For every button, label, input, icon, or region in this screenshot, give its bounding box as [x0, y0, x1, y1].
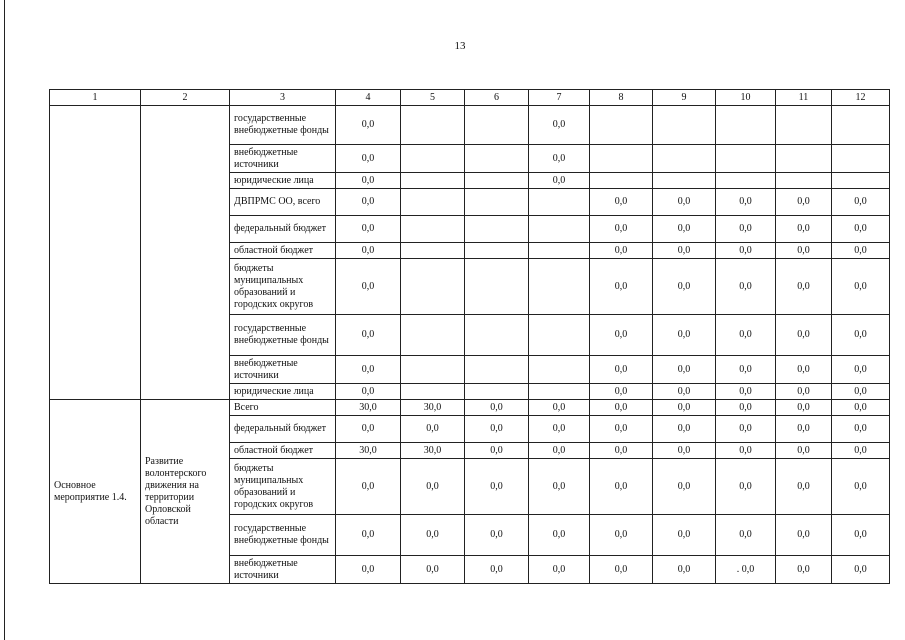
- header-cell: 5: [401, 90, 465, 106]
- value-cell: 0,0: [832, 216, 890, 243]
- value-cell: 0,0: [590, 384, 653, 400]
- value-cell: 0,0: [590, 243, 653, 259]
- value-cell: 0,0: [716, 189, 776, 216]
- value-cell: 30,0: [401, 443, 465, 459]
- header-cell: 7: [529, 90, 590, 106]
- value-cell: 0,0: [653, 459, 716, 515]
- empty-cell: [716, 145, 776, 173]
- value-cell: 0,0: [776, 400, 832, 416]
- value-cell: 0,0: [716, 515, 776, 556]
- value-cell: 30,0: [401, 400, 465, 416]
- value-cell: 0,0: [590, 416, 653, 443]
- source-label: ДВПРМС ОО, всего: [230, 189, 336, 216]
- empty-cell: [590, 106, 653, 145]
- empty-cell: [401, 243, 465, 259]
- value-cell: 0,0: [336, 416, 401, 443]
- value-cell: 0,0: [653, 515, 716, 556]
- value-cell: 0,0: [529, 459, 590, 515]
- value-cell: 0,0: [776, 416, 832, 443]
- source-label: государственные внебюджетные фонды: [230, 515, 336, 556]
- value-cell: 30,0: [336, 400, 401, 416]
- source-label: бюджеты муниципальных образований и городских округов: [230, 259, 336, 315]
- value-cell: 0,0: [529, 515, 590, 556]
- value-cell: 0,0: [336, 315, 401, 356]
- value-cell: 0,0: [590, 443, 653, 459]
- value-cell: 0,0: [336, 189, 401, 216]
- value-cell: 0,0: [832, 515, 890, 556]
- value-cell: 0,0: [401, 416, 465, 443]
- header-cell: 6: [465, 90, 529, 106]
- table-row: [50, 106, 890, 145]
- empty-cell: [529, 259, 590, 315]
- source-label: бюджеты муниципальных образований и городских округов: [230, 459, 336, 515]
- header-cell: 1: [50, 90, 141, 106]
- header-cell: 3: [230, 90, 336, 106]
- empty-cell: [401, 259, 465, 315]
- empty-cell: [529, 216, 590, 243]
- value-cell: 0,0: [465, 400, 529, 416]
- page-edge-line: [4, 0, 5, 640]
- value-cell: 0,0: [832, 356, 890, 384]
- source-label: областной бюджет: [230, 443, 336, 459]
- value-cell: 0,0: [832, 384, 890, 400]
- source-label: государственные внебюджетные фонды: [230, 315, 336, 356]
- value-cell: 0,0: [401, 515, 465, 556]
- value-cell: 0,0: [590, 259, 653, 315]
- empty-name-cell: [141, 106, 230, 400]
- value-cell: 0,0: [832, 243, 890, 259]
- value-cell: 0,0: [832, 416, 890, 443]
- empty-cell: [832, 173, 890, 189]
- value-cell: 0,0: [716, 416, 776, 443]
- empty-cell: [465, 106, 529, 145]
- value-cell: 0,0: [529, 556, 590, 584]
- header-cell: 11: [776, 90, 832, 106]
- value-cell: 0,0: [716, 356, 776, 384]
- value-cell: 0,0: [653, 189, 716, 216]
- header-row: [50, 90, 890, 106]
- empty-cell: [529, 315, 590, 356]
- value-cell: 0,0: [716, 384, 776, 400]
- empty-cell: [401, 189, 465, 216]
- empty-cell: [465, 356, 529, 384]
- empty-cell: [653, 145, 716, 173]
- event-name: Развитие волонтерского движения на территории Орловской области: [141, 400, 230, 584]
- value-cell: 0,0: [776, 515, 832, 556]
- value-cell: 0,0: [590, 315, 653, 356]
- value-cell: 0,0: [336, 259, 401, 315]
- value-cell: 0,0: [336, 459, 401, 515]
- value-cell: 0,0: [716, 315, 776, 356]
- value-cell: 0,0: [465, 515, 529, 556]
- value-cell: 0,0: [776, 459, 832, 515]
- empty-cell: [529, 243, 590, 259]
- value-cell: 0,0: [336, 384, 401, 400]
- value-cell: 0,0: [653, 556, 716, 584]
- value-cell: 0,0: [336, 556, 401, 584]
- value-cell: 0,0: [336, 173, 401, 189]
- value-cell: 0,0: [716, 216, 776, 243]
- value-cell: 0,0: [465, 459, 529, 515]
- empty-cell: [832, 145, 890, 173]
- value-cell: 0,0: [716, 243, 776, 259]
- value-cell: 0,0: [776, 356, 832, 384]
- value-cell: 0,0: [401, 556, 465, 584]
- value-cell: 0,0: [832, 315, 890, 356]
- empty-cell: [776, 106, 832, 145]
- value-cell: 0,0: [653, 416, 716, 443]
- empty-cell: [401, 356, 465, 384]
- empty-cell: [465, 145, 529, 173]
- value-cell: 0,0: [716, 443, 776, 459]
- empty-cell: [529, 356, 590, 384]
- empty-cell: [401, 315, 465, 356]
- empty-cell: [653, 106, 716, 145]
- header-cell: 12: [832, 90, 890, 106]
- value-cell: 0,0: [776, 216, 832, 243]
- value-cell: 0,0: [465, 556, 529, 584]
- value-cell: 30,0: [336, 443, 401, 459]
- table-row: [50, 400, 890, 416]
- value-cell: 0,0: [465, 443, 529, 459]
- value-cell: 0,0: [590, 216, 653, 243]
- value-cell: 0,0: [716, 259, 776, 315]
- value-cell: 0,0: [832, 443, 890, 459]
- value-cell: 0,0: [716, 400, 776, 416]
- value-cell: 0,0: [653, 259, 716, 315]
- source-label: юридические лица: [230, 384, 336, 400]
- empty-cell: [401, 216, 465, 243]
- empty-cell: [529, 189, 590, 216]
- empty-cell: [401, 106, 465, 145]
- header-cell: 9: [653, 90, 716, 106]
- source-label: внебюджетные источники: [230, 556, 336, 584]
- value-cell: 0,0: [653, 384, 716, 400]
- value-cell: . 0,0: [716, 556, 776, 584]
- empty-cell: [529, 384, 590, 400]
- empty-cell: [465, 315, 529, 356]
- value-cell: 0,0: [529, 145, 590, 173]
- empty-cell: [590, 173, 653, 189]
- value-cell: 0,0: [653, 400, 716, 416]
- source-label: федеральный бюджет: [230, 416, 336, 443]
- value-cell: 0,0: [832, 189, 890, 216]
- header-cell: 8: [590, 90, 653, 106]
- value-cell: 0,0: [336, 515, 401, 556]
- value-cell: 0,0: [529, 173, 590, 189]
- empty-cell: [401, 173, 465, 189]
- value-cell: 0,0: [776, 189, 832, 216]
- value-cell: 0,0: [776, 259, 832, 315]
- empty-cell: [465, 189, 529, 216]
- empty-cell: [590, 145, 653, 173]
- source-label: внебюджетные источники: [230, 356, 336, 384]
- value-cell: 0,0: [590, 356, 653, 384]
- value-cell: 0,0: [776, 443, 832, 459]
- empty-cell: [401, 145, 465, 173]
- value-cell: 0,0: [336, 106, 401, 145]
- value-cell: 0,0: [776, 556, 832, 584]
- value-cell: 0,0: [529, 400, 590, 416]
- value-cell: 0,0: [529, 106, 590, 145]
- empty-cell: [465, 243, 529, 259]
- value-cell: 0,0: [401, 459, 465, 515]
- value-cell: 0,0: [653, 356, 716, 384]
- header-cell: 4: [336, 90, 401, 106]
- source-label: областной бюджет: [230, 243, 336, 259]
- empty-cell: [465, 216, 529, 243]
- value-cell: 0,0: [590, 515, 653, 556]
- value-cell: 0,0: [529, 416, 590, 443]
- value-cell: 0,0: [776, 315, 832, 356]
- value-cell: 0,0: [653, 315, 716, 356]
- value-cell: 0,0: [590, 400, 653, 416]
- value-cell: 0,0: [776, 384, 832, 400]
- value-cell: 0,0: [653, 216, 716, 243]
- value-cell: 0,0: [590, 459, 653, 515]
- header-cell: 2: [141, 90, 230, 106]
- value-cell: 0,0: [590, 556, 653, 584]
- value-cell: 0,0: [336, 356, 401, 384]
- value-cell: 0,0: [776, 243, 832, 259]
- value-cell: 0,0: [832, 259, 890, 315]
- value-cell: 0,0: [336, 145, 401, 173]
- budget-table: [49, 89, 890, 584]
- empty-event-cell: [50, 106, 141, 400]
- value-cell: 0,0: [653, 243, 716, 259]
- value-cell: 0,0: [336, 216, 401, 243]
- event-code: Основное мероприятие 1.4.: [50, 400, 141, 584]
- value-cell: 0,0: [653, 443, 716, 459]
- source-label: Всего: [230, 400, 336, 416]
- empty-cell: [776, 145, 832, 173]
- value-cell: 0,0: [590, 189, 653, 216]
- empty-cell: [465, 259, 529, 315]
- source-label: юридические лица: [230, 173, 336, 189]
- header-cell: 10: [716, 90, 776, 106]
- value-cell: 0,0: [336, 243, 401, 259]
- value-cell: 0,0: [832, 400, 890, 416]
- empty-cell: [401, 384, 465, 400]
- empty-cell: [716, 106, 776, 145]
- empty-cell: [832, 106, 890, 145]
- source-label: внебюджетные источники: [230, 145, 336, 173]
- empty-cell: [465, 384, 529, 400]
- empty-cell: [776, 173, 832, 189]
- value-cell: 0,0: [529, 443, 590, 459]
- source-label: государственные внебюджетные фонды: [230, 106, 336, 145]
- value-cell: 0,0: [832, 459, 890, 515]
- empty-cell: [653, 173, 716, 189]
- source-label: федеральный бюджет: [230, 216, 336, 243]
- page-number: 13: [454, 40, 466, 52]
- empty-cell: [465, 173, 529, 189]
- empty-cell: [716, 173, 776, 189]
- value-cell: 0,0: [832, 556, 890, 584]
- value-cell: 0,0: [716, 459, 776, 515]
- value-cell: 0,0: [465, 416, 529, 443]
